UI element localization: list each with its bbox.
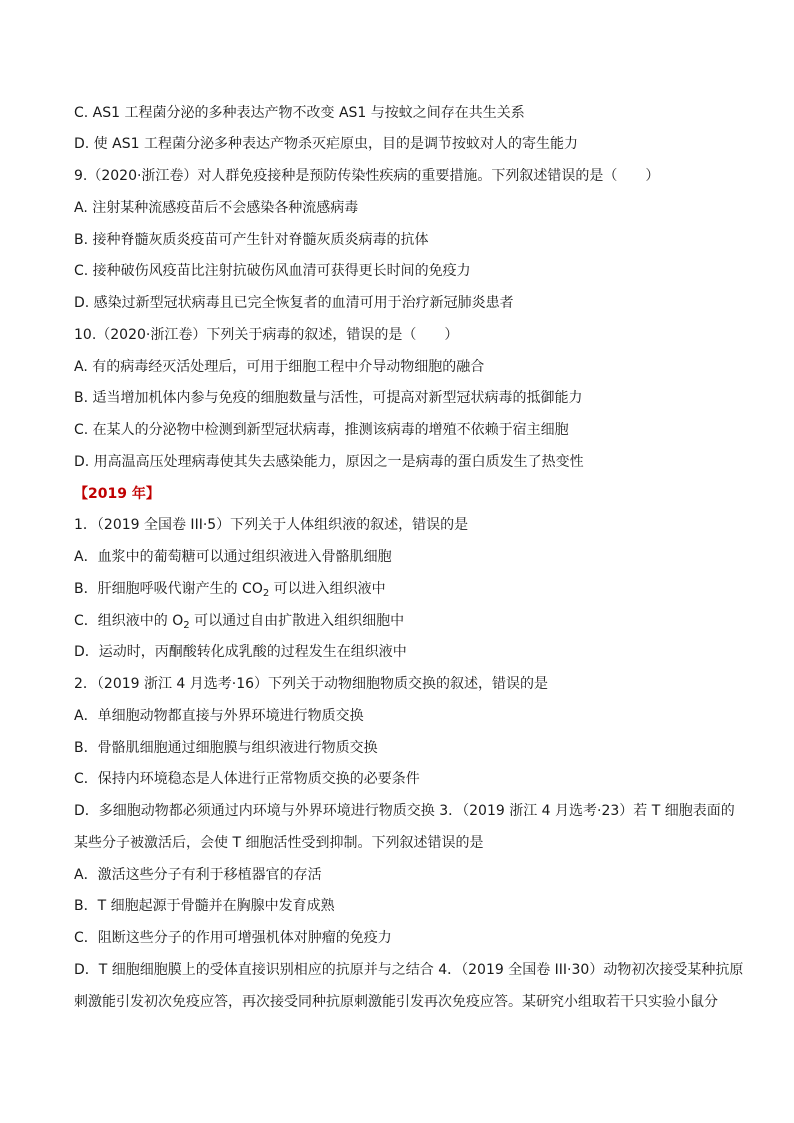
option-line: A. 有的病毒经灭活处理后，可用于细胞工程中介导动物细胞的融合 (74, 359, 485, 375)
subscript: 2 (183, 620, 190, 631)
option-line: B. 适当增加机体内参与免疫的细胞数量与活性，可提高对新型冠状病毒的抵御能力 (74, 390, 583, 406)
option-line (74, 611, 734, 631)
option-line: A．血浆中的葡萄糖可以通过组织液进入骨骼肌细胞 (74, 549, 392, 565)
option-line: C．保持内环境稳态是人体进行正常物质交换的必要条件 (74, 771, 420, 787)
question-10-stem: 10.（2020·浙江卷）下列关于病毒的叙述，错误的是（ ） (74, 327, 459, 343)
option-line: D．T 细胞细胞膜上的受体直接识别相应的抗原并与之结合 4．（2019 全国卷 III·30）动物初次接受某种抗原 (74, 962, 744, 978)
option-line: A．激活这些分子有利于移植器官的存活 (74, 867, 322, 883)
text-line: D. 使 AS1 工程菌分泌多种表达产物杀灭疟原虫，目的是调节按蚊对人的寄生能力 (74, 136, 578, 152)
option-line: D．运动时，丙酮酸转化成乳酸的过程发生在组织液中 (74, 644, 407, 660)
option-text: B．肝细胞呼吸代谢产生的 CO (74, 581, 263, 597)
option-line (74, 579, 734, 599)
question-2-stem: 2．（2019 浙江 4 月选考·16）下列关于动物细胞物质交换的叙述，错误的是 (74, 676, 549, 692)
question-9-stem: 9.（2020·浙江卷）对人群免疫接种是预防传染性疾病的重要措施。下列叙述错误的是（ ） (74, 168, 660, 184)
option-line: B. 接种脊髓灰质炎疫苗可产生针对脊髓灰质炎病毒的抗体 (74, 232, 429, 248)
option-text: 可以进入组织液中 (269, 581, 386, 597)
option-text: 可以通过自由扩散进入组织细胞中 (189, 613, 405, 629)
option-line: D．多细胞动物都必须通过内环境与外界环境进行物质交换 3．（2019 浙江 4 月选考·23）若 T 细胞表面的 (74, 803, 735, 819)
option-line: D. 用高温高压处理病毒使其失去感染能力，原因之一是病毒的蛋白质发生了热变性 (74, 454, 584, 470)
question-3-stem: 某些分子被激活后，会使 T 细胞活性受到抑制。下列叙述错误的是 (74, 835, 484, 851)
question-1-stem: 1．（2019 全国卷 III·5）下列关于人体组织液的叙述，错误的是 (74, 517, 469, 533)
option-line: D. 感染过新型冠状病毒且已完全恢复者的血清可用于治疗新冠肺炎患者 (74, 295, 514, 311)
option-line: B．T 细胞起源于骨髓并在胸腺中发育成熟 (74, 898, 335, 914)
option-line: A. 注射某种流感疫苗后不会感染各种流感病毒 (74, 200, 359, 216)
option-line: B．骨骼肌细胞通过细胞膜与组织液进行物质交换 (74, 740, 378, 756)
question-4-stem: 刺激能引发初次免疫应答，再次接受同种抗原刺激能引发再次免疫应答。某研究小组取若干只实验小鼠分 (74, 994, 718, 1010)
option-line: C．阻断这些分子的作用可增强机体对肿瘤的免疫力 (74, 930, 392, 946)
option-line: C. 在某人的分泌物中检测到新型冠状病毒，推测该病毒的增殖不依赖于宿主细胞 (74, 422, 569, 438)
option-line: A．单细胞动物都直接与外界环境进行物质交换 (74, 708, 364, 724)
option-line: C. 接种破伤风疫苗比注射抗破伤风血清可获得更长时间的免疫力 (74, 263, 471, 279)
text-line: C. AS1 工程菌分泌的多种表达产物不改变 AS1 与按蚊之间存在共生关系 (74, 105, 525, 121)
option-text: C．组织液中的 O (74, 613, 184, 629)
subscript: 2 (262, 588, 270, 599)
section-heading-2019: 【2019 年】 (74, 486, 160, 502)
